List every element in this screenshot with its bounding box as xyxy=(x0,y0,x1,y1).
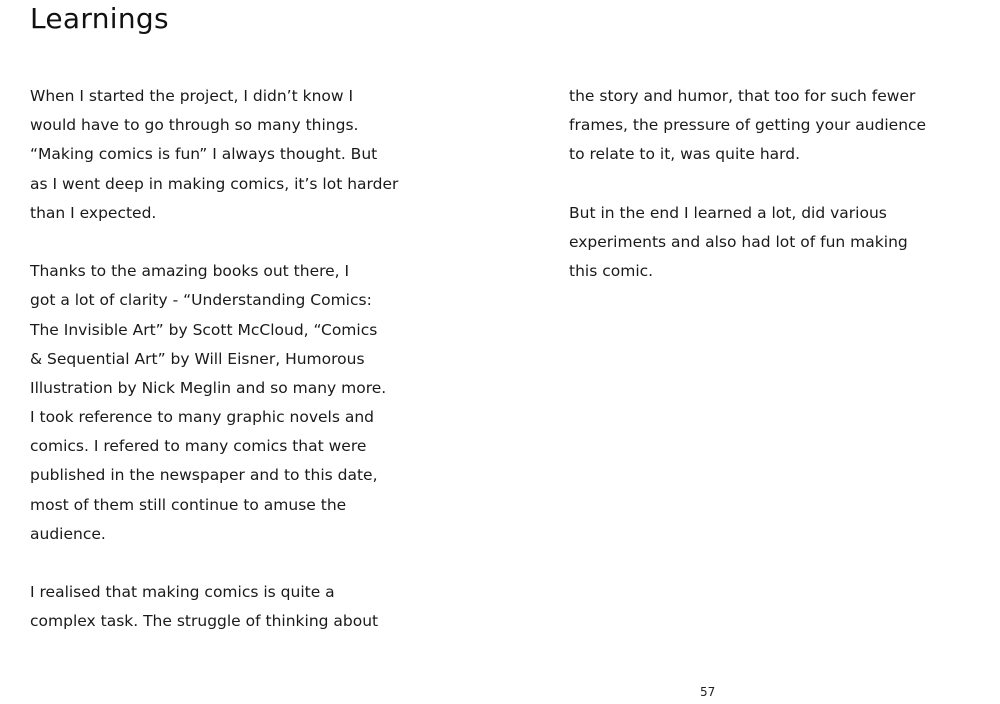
text-line: I took reference to many graphic novels and xyxy=(30,408,375,427)
right-text-column xyxy=(569,82,989,286)
text-line: Thanks to the amazing books out there, I xyxy=(30,262,350,281)
text-line: comics. I refered to many comics that were xyxy=(30,437,367,456)
text-line: the story and humor, that too for such fewer xyxy=(569,87,916,105)
text-line: to relate to it, was quite hard. xyxy=(569,145,801,164)
text-line: & Sequential Art” by Will Eisner, Humorous xyxy=(30,349,365,368)
text-line: frames, the pressure of getting your audience xyxy=(569,116,927,135)
text-line: The Invisible Art” by Scott McCloud, “Comics xyxy=(30,320,378,339)
paragraph-gap xyxy=(30,549,530,578)
text-line: audience. xyxy=(30,524,106,543)
text-line: When I started the project, I didn’t know I xyxy=(30,87,354,105)
text-line: got a lot of clarity - “Understanding Comics: xyxy=(30,291,372,310)
text-line: “Making comics is fun” I always thought. But xyxy=(30,145,378,164)
paragraph-gap xyxy=(569,170,989,199)
text-line: most of them still continue to amuse the xyxy=(30,495,347,514)
text-line: I realised that making comics is quite a xyxy=(30,583,335,602)
text-line: complex task. The struggle of thinking about xyxy=(30,612,379,631)
paragraph-gap xyxy=(30,228,530,257)
text-line: than I expected. xyxy=(30,203,157,222)
text-line: published in the newspaper and to this date, xyxy=(30,466,378,485)
page-number: 57 xyxy=(700,685,716,699)
left-text-column xyxy=(30,82,530,637)
text-line: But in the end I learned a lot, did various xyxy=(569,203,887,222)
text-line: would have to go through so many things. xyxy=(30,116,359,135)
text-line: experiments and also had lot of fun making xyxy=(569,232,908,251)
text-line: as I went deep in making comics, it’s lot harder xyxy=(30,174,399,193)
text-line: Illustration by Nick Meglin and so many more. xyxy=(30,378,387,397)
page-title: Learnings xyxy=(30,2,169,35)
text-line: this comic. xyxy=(569,262,654,281)
